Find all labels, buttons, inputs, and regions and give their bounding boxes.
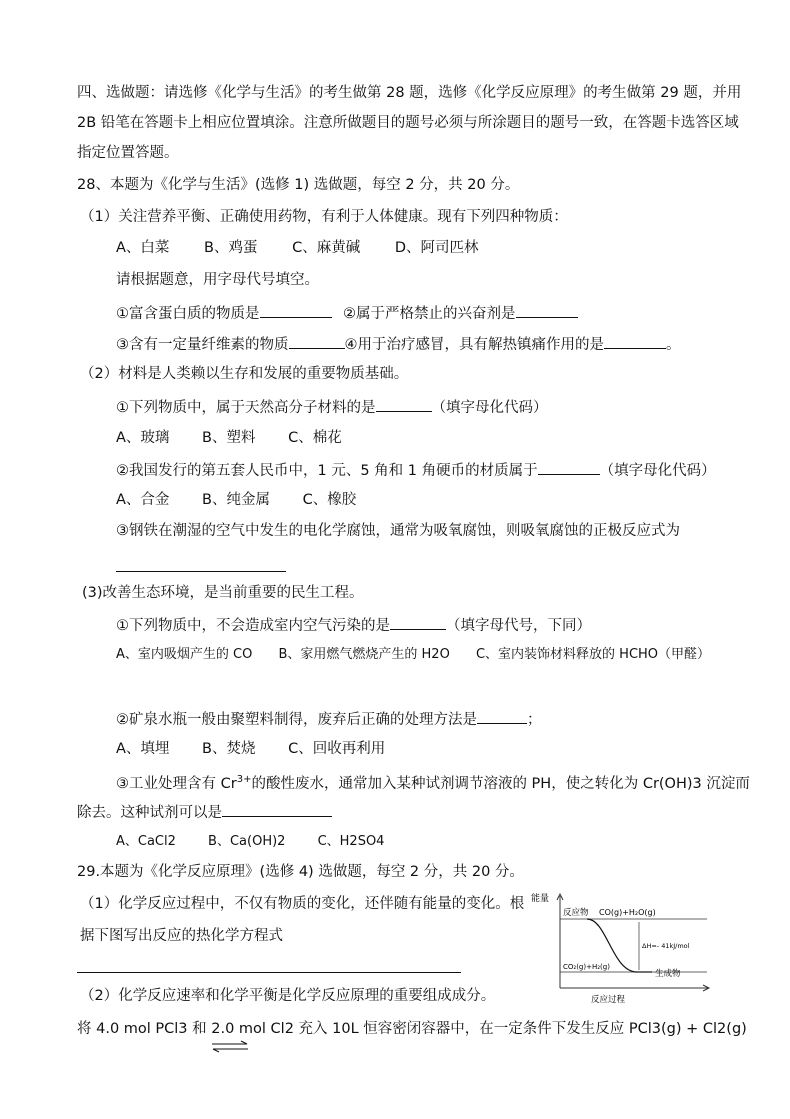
question-text: ①下列物质中，不会造成室内空气污染的是 <box>116 618 390 634</box>
question-text: ④用于治疗感冒，具有解热镇痛作用的是 <box>344 337 604 353</box>
option: D、阿司匹林 <box>394 240 479 256</box>
section4-line2: 2B 铅笔在答题卡上相应位置填涂。注意所做题目的题号必须与所涂题目的题号一致，在答题卡选答区域 <box>77 115 739 131</box>
product-label: 生成物 <box>655 969 681 979</box>
question-note: （填字母化代码） <box>599 463 716 479</box>
q28-p1-blank2 <box>343 302 578 324</box>
option: C、H2SO4 <box>317 834 385 849</box>
q28-p3-s3 <box>116 770 750 794</box>
q28-p2-s1-options <box>116 428 342 448</box>
option: A、填埋 <box>116 741 170 757</box>
q28-p1-intro: （1）关注营养平衡、正确使用药物，有利于人体健康。现有下列四种物质： <box>80 209 568 225</box>
q28-p1-options <box>116 238 479 258</box>
q28-p2-s2-options <box>116 490 356 510</box>
answer-blank[interactable] <box>477 708 527 724</box>
q28-p3-s1-options <box>116 645 710 665</box>
question-text: ②我国发行的第五套人民币中，1 元、5 角和 1 角硬币的材质属于 <box>116 463 538 479</box>
punctuation: 。 <box>666 337 681 353</box>
option: A、CaCl2 <box>116 834 176 849</box>
answer-blank[interactable] <box>376 396 432 412</box>
q29-p2-line2: 将 4.0 mol PCl3 和 2.0 mol Cl2 充入 10L 恒容密闭容器中，在一定条件下发生反应 PCl3(g) + Cl2(g) <box>77 1021 747 1037</box>
q28-p1-blank1 <box>116 302 332 324</box>
option: A、白菜 <box>116 240 170 256</box>
q28-p1-blank3 <box>116 333 681 355</box>
reactant-label: 反应物 <box>563 908 589 918</box>
answer-blank[interactable] <box>260 302 332 318</box>
question-note: （填字母代号，下同） <box>446 618 591 634</box>
question-text: ②矿泉水瓶一般由聚塑料制得，废弃后正确的处理方法是 <box>116 712 477 728</box>
charge-superscript: 3+ <box>236 774 252 785</box>
delta-h-label: ΔH=- 41kJ/mol <box>642 942 690 950</box>
option: B、鸡蛋 <box>204 240 258 256</box>
reactant-formula: CO(g)+H₂O(g) <box>599 908 656 917</box>
option: C、室内装饰材料释放的 HCHO（甲醛） <box>475 647 711 662</box>
option: B、家用燃气燃烧产生的 H2O <box>278 647 450 662</box>
q29-title: 29.本题为《化学反应原理》(选修 4) 选做题，每空 2 分，共 20 分。 <box>77 864 524 880</box>
q28-p2-s1 <box>116 396 548 418</box>
question-text: ③工业处理含有 Cr <box>116 775 237 792</box>
question-text: ②属于严格禁止的兴奋剂是 <box>343 306 516 322</box>
answer-blank[interactable] <box>390 614 446 630</box>
answer-blank[interactable] <box>222 801 332 817</box>
q28-title: 28、本题为《化学与生活》(选修 1) 选做题，每空 2 分，共 20 分。 <box>77 177 520 193</box>
answer-blank[interactable] <box>289 333 345 349</box>
q28-p2-s2 <box>116 459 716 481</box>
q28-p3-intro: (3)改善生态环境，是当前重要的民生工程。 <box>82 585 364 601</box>
option: B、焚烧 <box>202 741 256 757</box>
question-text: ①富含蛋白质的物质是 <box>116 306 260 322</box>
section4-line1: 四、选做题：请选修《化学与生活》的考生做第 28 题，选修《化学反应原理》的考生做第 29 题，并用 <box>77 85 742 101</box>
question-note: （填字母化代码） <box>431 400 548 416</box>
q29-p1-line2: 据下图写出反应的热化学方程式 <box>80 928 283 944</box>
option: C、麻黄碱 <box>292 240 361 256</box>
question-text: 除去。这种试剂可以是 <box>77 805 222 821</box>
y-axis-label: 能量 <box>531 894 550 904</box>
answer-blank[interactable] <box>77 972 461 973</box>
answer-blank[interactable] <box>116 571 286 572</box>
q28-p2-s3: ③钢铁在潮湿的空气中发生的电化学腐蚀，通常为吸氧腐蚀，则吸氧腐蚀的正极反应式为 <box>116 523 680 539</box>
option: C、回收再利用 <box>288 741 386 757</box>
punctuation: ； <box>527 712 542 728</box>
energy-diagram <box>527 888 717 1008</box>
q28-p3-s2-options <box>116 739 385 759</box>
answer-blank[interactable] <box>516 302 578 318</box>
answer-blank[interactable] <box>604 333 666 349</box>
option: B、纯金属 <box>202 492 270 508</box>
q28-p1-hint: 请根据题意，用字母代号填空。 <box>116 272 319 288</box>
question-text: ③含有一定量纤维素的物质 <box>116 337 289 353</box>
q28-p3-s3-options <box>116 832 384 852</box>
q29-p1-line1: （1）化学反应过程中，不仅有物质的变化，还伴随有能量的变化。根 <box>80 896 525 912</box>
option: C、橡胶 <box>302 492 357 508</box>
answer-blank[interactable] <box>538 459 600 475</box>
option: A、合金 <box>116 492 170 508</box>
option: C、棉花 <box>288 430 342 446</box>
q28-p3-s2 <box>116 708 542 730</box>
q29-p2-intro: （2）化学反应速率和化学平衡是化学反应原理的重要组成成分。 <box>80 988 496 1004</box>
equilibrium-arrow-icon <box>210 1040 250 1054</box>
question-text: 的酸性废水，通常加入某种试剂调节溶液的 PH，使之转化为 Cr(OH)3 沉淀而 <box>251 775 750 792</box>
section4-line3: 指定位置答题。 <box>77 145 179 161</box>
product-formula: CO₂(g)+H₂(g) <box>563 963 610 971</box>
x-axis-label: 反应过程 <box>591 995 626 1005</box>
option: A、玻璃 <box>116 430 170 446</box>
question-text: ①下列物质中，属于天然高分子材料的是 <box>116 400 376 416</box>
q28-p3-s3-cont <box>77 801 332 823</box>
q28-p3-s1 <box>116 614 591 636</box>
option: A、室内吸烟产生的 CO <box>116 647 253 662</box>
option: B、Ca(OH)2 <box>208 834 286 849</box>
option: B、塑料 <box>202 430 256 446</box>
q28-p2-intro: （2）材料是人类赖以生存和发展的重要物质基础。 <box>80 366 409 382</box>
